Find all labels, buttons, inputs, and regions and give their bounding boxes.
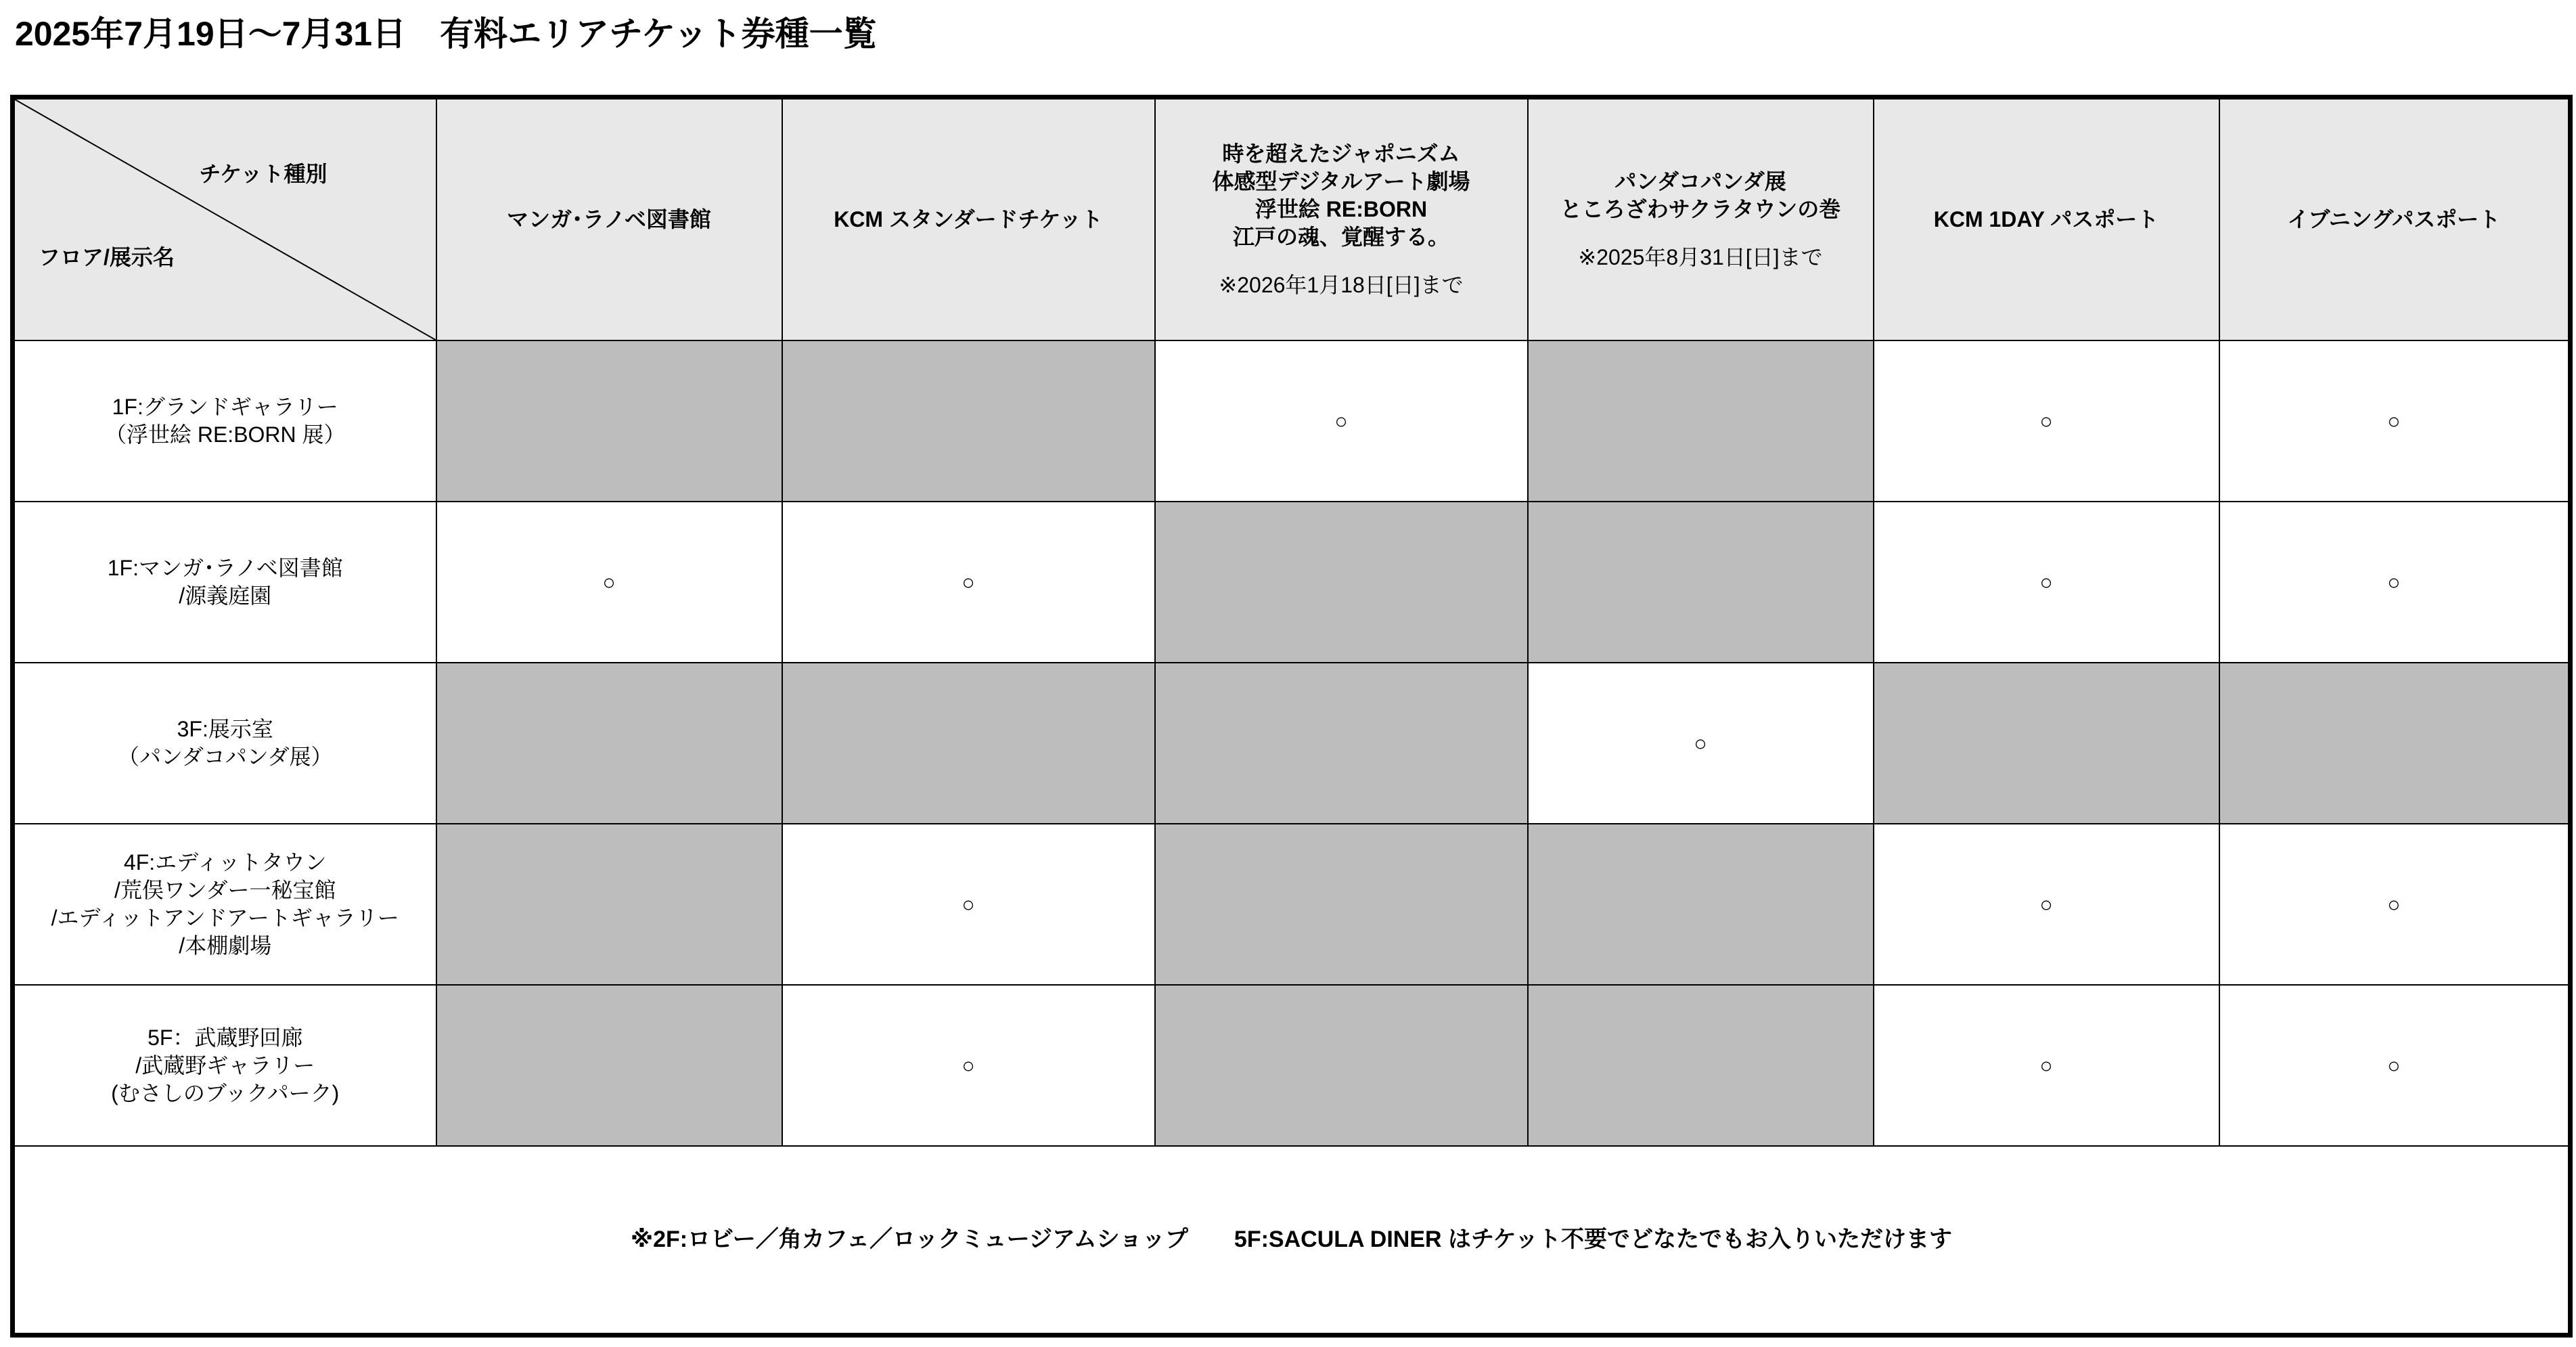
header-row xyxy=(13,97,2571,341)
available-cell xyxy=(2219,824,2571,985)
column-header xyxy=(782,97,1155,341)
floor-exhibit-line: （浮世絵 RE:BORN 展） xyxy=(104,422,346,447)
footer-note-text: ※2F:ロビー／角カフェ／ロックミュージアムショップ 5F:SACULA DINER はチケット不要でどなたでもお入りいただけます xyxy=(631,1227,1952,1252)
column-header-line: イブニングパスポート xyxy=(2287,207,2501,231)
column-header-line: KCM 1DAY パスポート xyxy=(1933,207,2159,231)
floor-exhibit-line: （パンダコパンダ展） xyxy=(118,745,333,769)
available-mark: ○ xyxy=(2387,408,2401,433)
available-cell xyxy=(1528,663,1874,824)
column-header-line: ところざわサクラタウンの巻 xyxy=(1560,197,1841,221)
unavailable-cell xyxy=(1528,502,1874,663)
available-cell xyxy=(1874,824,2219,985)
page-title: 2025年7月19日～7月31日 有料エリアチケット券種一覧 xyxy=(15,15,877,53)
column-header xyxy=(1155,97,1528,341)
unavailable-cell xyxy=(1155,663,1528,824)
column-header-line: マンガ･ラノベ図書館 xyxy=(507,207,711,231)
floor-exhibit-line: /武蔵野ギャラリー xyxy=(135,1053,315,1078)
available-cell xyxy=(1874,502,2219,663)
ticket-type-table xyxy=(10,95,2573,1338)
table-body xyxy=(13,340,2571,1146)
floor-exhibit-label xyxy=(13,340,436,502)
floor-exhibit-label xyxy=(13,663,436,824)
unavailable-cell xyxy=(782,663,1155,824)
column-header-line: パンダコパンダ展 xyxy=(1614,169,1786,194)
column-header xyxy=(2219,97,2571,341)
footer-note xyxy=(13,1146,2571,1335)
unavailable-cell xyxy=(436,824,782,985)
floor-exhibit-label xyxy=(13,824,436,985)
available-cell xyxy=(1874,340,2219,502)
column-header-line: 浮世絵 RE:BORN xyxy=(1255,197,1428,221)
column-header-note: ※2026年1月18日[日]まで xyxy=(1219,273,1464,297)
table-row xyxy=(13,824,2571,985)
column-header-line: 体感型デジタルアート劇場 xyxy=(1212,169,1470,194)
unavailable-cell xyxy=(2219,663,2571,824)
column-header-line: 時を超えたジャポニズム xyxy=(1222,141,1460,166)
available-cell xyxy=(782,985,1155,1146)
diagonal-divider xyxy=(15,100,436,340)
floor-exhibit-line: 1F:グランドギャラリー xyxy=(112,395,338,419)
floor-exhibit-line: 3F:展示室 xyxy=(177,717,273,741)
table-row xyxy=(13,985,2571,1146)
unavailable-cell xyxy=(1874,663,2219,824)
floor-exhibit-line: /荒俣ワンダー一秘宝館 xyxy=(114,878,336,902)
available-mark: ○ xyxy=(2039,891,2053,917)
unavailable-cell xyxy=(436,340,782,502)
footer-row xyxy=(13,1146,2571,1335)
available-mark: ○ xyxy=(2387,569,2401,594)
floor-exhibit-line: /源義庭園 xyxy=(179,583,272,608)
ticket-type-label: チケット種別 xyxy=(199,162,327,186)
available-cell xyxy=(2219,340,2571,502)
column-header-line: KCM スタンダードチケット xyxy=(834,207,1103,231)
column-header-line: 江戸の魂、覚醒する。 xyxy=(1232,225,1449,249)
available-mark: ○ xyxy=(2039,408,2053,433)
available-mark: ○ xyxy=(2387,891,2401,917)
available-cell xyxy=(1155,340,1528,502)
table-row xyxy=(13,502,2571,663)
available-cell xyxy=(436,502,782,663)
available-mark: ○ xyxy=(962,1053,975,1078)
floor-exhibit-line: 4F:エディットタウン xyxy=(123,850,327,875)
unavailable-cell xyxy=(1155,502,1528,663)
table-row xyxy=(13,340,2571,502)
available-cell xyxy=(1874,985,2219,1146)
available-cell xyxy=(782,824,1155,985)
floor-exhibit-label xyxy=(13,985,436,1146)
unavailable-cell xyxy=(782,340,1155,502)
unavailable-cell xyxy=(1528,824,1874,985)
available-mark: ○ xyxy=(2039,569,2053,594)
available-mark: ○ xyxy=(1694,730,1707,755)
floor-exhibit-label xyxy=(13,502,436,663)
floor-exhibit-line: 5F：武蔵野回廊 xyxy=(148,1025,303,1050)
unavailable-cell xyxy=(1155,985,1528,1146)
available-mark: ○ xyxy=(962,891,975,917)
column-header xyxy=(436,97,782,341)
available-mark: ○ xyxy=(602,569,616,594)
floor-name-label: フロア/展示名 xyxy=(39,245,175,269)
unavailable-cell xyxy=(436,663,782,824)
column-header-note: ※2025年8月31日[日]まで xyxy=(1578,245,1823,269)
available-cell xyxy=(782,502,1155,663)
unavailable-cell xyxy=(1528,985,1874,1146)
column-header xyxy=(1528,97,1874,341)
floor-exhibit-line: (むさしのブックパーク) xyxy=(111,1080,340,1105)
floor-exhibit-line: 1F:マンガ･ラノベ図書館 xyxy=(107,556,343,580)
unavailable-cell xyxy=(1155,824,1528,985)
available-cell xyxy=(2219,985,2571,1146)
available-mark: ○ xyxy=(2387,1053,2401,1078)
table-row xyxy=(13,663,2571,824)
available-cell xyxy=(2219,502,2571,663)
corner-header xyxy=(13,97,436,341)
unavailable-cell xyxy=(1528,340,1874,502)
unavailable-cell xyxy=(436,985,782,1146)
available-mark: ○ xyxy=(2039,1053,2053,1078)
available-mark: ○ xyxy=(962,569,975,594)
column-header xyxy=(1874,97,2219,341)
floor-exhibit-line: /エディットアンドアートギャラリー xyxy=(51,906,399,930)
floor-exhibit-line: /本棚劇場 xyxy=(179,933,272,958)
available-mark: ○ xyxy=(1334,408,1348,433)
